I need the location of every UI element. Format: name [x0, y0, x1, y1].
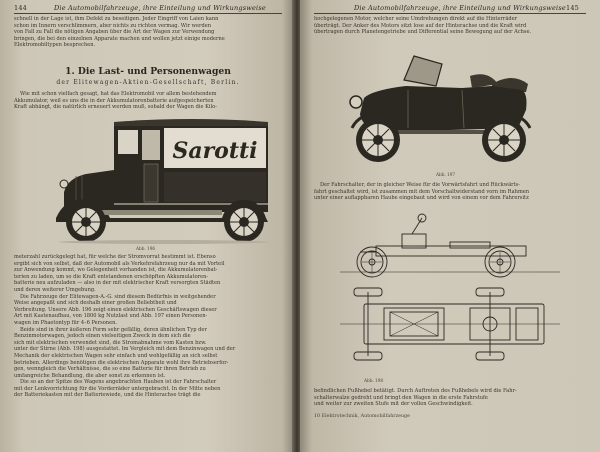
text-line: überträgt. Der Anker des Motors sitzt lose auf der Hinterachse und die Kraft wird — [314, 22, 527, 29]
right-page — [300, 0, 600, 452]
text-line: Mechanik der elektrischen Wagen sehr einfach und wohlgefällig an sich selbst — [14, 352, 218, 359]
right-intro-text — [314, 16, 586, 36]
text-line: der Batteriekasten mit der Batteriewiede, und die Hinterachse trägt die — [14, 392, 201, 399]
figure-caption-196: Abb. 196 — [136, 246, 156, 251]
text-line: schon im Innern verschlimmern, aber nichts zu richten vermag. Wir werden — [14, 22, 211, 29]
car-front-wheel — [356, 118, 400, 162]
text-line: terien zu laden, um so die Kraft entstandenen erschöpften Akkumulatoren- — [14, 273, 209, 280]
text-line: Die so an der Spitze des Wagens angebrachten Hauben ist der Fahrschalter — [20, 379, 217, 386]
text-line: mit der Lenkvorrichtung für die Vorderräder untergebracht. In der Mitte neben — [14, 385, 221, 392]
right-page-number: 145 — [566, 4, 580, 12]
text-line: übertragen durch Planetengetriebe und Differential seine Bewegung auf der Achse. — [314, 29, 532, 36]
text-line: Elektromobiltypen besprechen. — [14, 42, 96, 49]
text-line: Verbreitung. Unsere Abb. 196 zeigt einen elektrischen Geschäftswagen dieser — [14, 306, 217, 313]
text-line: Akkumulator, weil es uns die in der Akkumulatorenbatterie aufgespeicherten — [14, 97, 214, 104]
text-line: zur Anwendung kommt, wo Gelegenheit vorhanden ist, die Akkumulatorenbat- — [14, 267, 218, 274]
text-line: Art mit Kastenaufbau, von 1800 kg Nutzlast und Abb. 197 einen Personen- — [14, 313, 208, 320]
text-line: fahrt geschaltet wird, ist zusammen mit dem Vorschaltwiderstand vorn im Rahmen — [314, 188, 530, 195]
right-page-footer: 10 Elektrotechnik, Automobilfahrzeuge — [314, 414, 410, 419]
text-line: gen, wenngleich die Verhältnisse, die so eine Batterie für ihren Betrieb zu — [14, 366, 206, 373]
left-page-number: 144 — [14, 4, 28, 12]
right-bottom-text — [314, 388, 586, 408]
left-header-rule — [14, 13, 282, 14]
text-line: und weiter zur zweiten Stufe mit der vollen Geschwindigkeit. — [314, 401, 473, 408]
right-page-header — [314, 4, 586, 16]
text-line: Wie mit schon vielfach gesagt, hat das Elektromobil vor allem bestehendem — [20, 91, 217, 97]
left-page — [0, 0, 294, 452]
chassis-drawing-figure — [340, 212, 560, 380]
text-line: meterzahl zurückgelegt hat, für welche der Stromvorrat bestimmt ist. Ebenso — [14, 254, 216, 260]
left-section-text — [14, 91, 282, 111]
text-line: Benzinmotorwagen, jedoch einen vielseitigen Zweck in dem sich die — [14, 333, 191, 340]
text-line: bringen, die bei den einzelnen Apparate machen und wollen jetzt einige moderne — [14, 35, 225, 42]
text-line: hochgelegenen Motor, welcher seine Umdrehungen direkt auf die Hinterräder — [314, 16, 518, 22]
delivery-van-figure — [52, 114, 274, 244]
text-line: von Fall zu Fall die nötigen Angaben über die Art der Wagen zur Verwendung — [14, 29, 215, 36]
text-line: Kraft abhängt, die natürlich erneuert werden muß, sobald der Wagen die Kilo- — [14, 104, 217, 111]
text-line: schalterwalze gedreht und bringt den Wagen in die erste Fahrstufe — [314, 394, 488, 401]
left-intro-text — [14, 16, 282, 49]
text-line: sich mit elektrischen verwendet sind, die Stromabnahme vom Kasten bzw. — [14, 339, 207, 346]
text-line: befindlichen Fußhebel betätigt. Durch Auftreten des Fußhebels wird die Fahr- — [314, 388, 517, 394]
text-line: und deren weiterer Umgebung. — [14, 286, 96, 293]
text-line: umfangreiche Behandlung, die aber sonst zu erkennen ist. — [14, 372, 166, 379]
text-line: unter der Stirne (Abb. 198) ausgestattet. Im Vergleich mit dem Benzinwagen und der — [14, 346, 236, 353]
text-line: wagen im Phaetontyp für 4–6 Personen. — [14, 319, 117, 326]
text-line: batterie neu aufzuladen — also in der mit elektrischer Kraft versorgten Städten — [14, 280, 221, 287]
text-line: schnell in der Lage ist, ihm Defekt zu beseitigen. Jeder Eingriff von Laien kann — [14, 16, 219, 22]
text-line: unter einer auflappbaren Haube eingebaut und wird von einem vor dem Fahrersitz — [314, 195, 529, 202]
left-body-text — [14, 254, 282, 399]
text-line: Weise angepaßt und sich deshalb einer großen Beliebtheit und — [14, 300, 177, 307]
text-line: ergibt sich von selbst, daß der Automobil als Verkehrsfahrzeug nur da mit Vorteil — [14, 260, 225, 267]
right-middle-text — [314, 182, 586, 202]
rear-wheel — [224, 202, 264, 242]
figure-caption-197: Abb. 197 — [436, 172, 456, 177]
left-running-title: Die Automobilfahrzeuge, ihre Einteilung und Wirkungsweise — [54, 4, 266, 12]
text-line: Die Fahrzeuge der Elitewagen-A.-G. sind diesem Bedürfnis in weitgehender — [20, 293, 216, 300]
right-header-rule — [314, 13, 586, 14]
section-subheading: der Elitewagen-Aktien-Gesellschaft, Berlin. — [56, 79, 240, 86]
phaeton-car-figure — [342, 50, 532, 168]
front-wheel — [66, 202, 106, 242]
text-line: Der Fahrschalter, der in gleicher Weise für die Vorwärtsfahrt und Rückwärts- — [320, 182, 520, 188]
text-line: betrieben. Allerdings benötigen die elektrischen Apparate wohl ihre Betriebserfor- — [14, 359, 229, 366]
right-running-title: Die Automobilfahrzeuge, ihre Einteilung und Wirkungsweise — [354, 4, 566, 12]
car-rear-wheel — [482, 118, 526, 162]
sarotti-lettering: Sarotti — [172, 138, 258, 164]
left-page-header — [14, 4, 282, 16]
text-line: Beide sind in ihrer äußeren Form sehr gefällig, deren ähnlichen Typ der — [20, 326, 207, 333]
figure-caption-198: Abb. 198 — [364, 378, 384, 383]
section-heading: 1. Die Last- und Personenwagen — [65, 66, 231, 77]
